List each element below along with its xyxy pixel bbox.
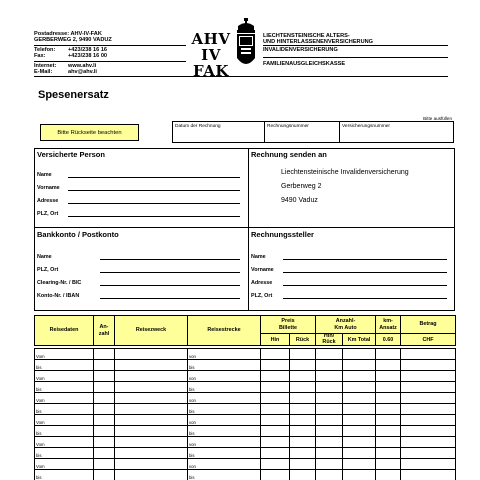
- table-row: [35, 393, 456, 404]
- table-cell[interactable]: [401, 448, 456, 459]
- table-cell[interactable]: [343, 404, 376, 415]
- table-cell[interactable]: [376, 437, 401, 448]
- issuer-name-input[interactable]: [283, 259, 447, 260]
- bank-city-label: PLZ, Ort: [37, 267, 59, 273]
- insured-name-label: Name: [37, 172, 52, 178]
- table-cell[interactable]: [290, 349, 316, 360]
- issuer-city-input[interactable]: [283, 298, 447, 299]
- date-cell[interactable]: bis: [35, 360, 94, 371]
- table-cell[interactable]: [261, 426, 290, 437]
- route-cell[interactable]: von: [188, 437, 261, 448]
- header-divider: [34, 61, 186, 62]
- issuer-firstname-label: Vorname: [251, 267, 274, 273]
- table-cell[interactable]: [115, 360, 188, 371]
- table-cell[interactable]: [94, 360, 115, 371]
- table-cell[interactable]: [290, 382, 316, 393]
- org-name-1a: LIECHTENSTEINISCHE ALTERS-: [263, 33, 350, 39]
- org-name-1b: UND HINTERLASSENENVERSICHERUNG: [263, 39, 374, 46]
- table-cell[interactable]: [316, 349, 343, 360]
- table-cell[interactable]: [261, 437, 290, 448]
- table-cell[interactable]: [261, 393, 290, 404]
- table-cell[interactable]: [115, 404, 188, 415]
- km-rate: 0.60: [376, 334, 401, 346]
- table-cell[interactable]: [115, 349, 188, 360]
- table-cell[interactable]: [401, 470, 456, 480]
- table-row: [35, 470, 456, 480]
- table-cell[interactable]: [401, 393, 456, 404]
- table-cell[interactable]: [290, 448, 316, 459]
- col-km-auto-text: Anzahl- Km Auto: [334, 318, 357, 331]
- table-cell[interactable]: [376, 349, 401, 360]
- table-cell[interactable]: [316, 393, 343, 404]
- invoice-date-field[interactable]: [172, 121, 265, 143]
- table-cell[interactable]: [343, 415, 376, 426]
- table-row: [35, 437, 456, 448]
- table-cell[interactable]: [261, 448, 290, 459]
- header-contacts: [34, 47, 194, 60]
- table-cell[interactable]: [343, 470, 376, 480]
- table-cell[interactable]: [316, 404, 343, 415]
- table-cell[interactable]: [115, 382, 188, 393]
- issuer-name-label: Name: [251, 254, 266, 260]
- table-cell[interactable]: [343, 349, 376, 360]
- table-cell[interactable]: [401, 371, 456, 382]
- route-cell[interactable]: bis: [188, 382, 261, 393]
- table-cell[interactable]: [401, 437, 456, 448]
- insured-firstname-input[interactable]: [68, 190, 240, 191]
- invoice-date-label: Datum der Rechnung: [175, 124, 221, 129]
- bank-city-input[interactable]: [100, 272, 240, 273]
- table-cell[interactable]: [343, 371, 376, 382]
- sub-rueck: Rück: [290, 334, 316, 346]
- table-row: [35, 360, 456, 371]
- route-cell[interactable]: bis: [188, 404, 261, 415]
- col-km-auto: [316, 316, 376, 334]
- insured-firstname-label: Vorname: [37, 185, 60, 191]
- table-cell[interactable]: [94, 349, 115, 360]
- table-cell[interactable]: [316, 371, 343, 382]
- table-cell[interactable]: [261, 349, 290, 360]
- header-address: [34, 31, 194, 44]
- col-preis-billette: [261, 316, 316, 334]
- table-cell[interactable]: [261, 382, 290, 393]
- panel-divider: [248, 148, 249, 228]
- table-cell[interactable]: [343, 437, 376, 448]
- bank-iban-label: Konto-Nr. / IBAN: [37, 293, 80, 299]
- invoice-number-field[interactable]: [265, 121, 340, 143]
- bank-name-input[interactable]: [100, 259, 240, 260]
- sub-hinrueck: [316, 334, 343, 346]
- send-to-line-2: Gerberweg 2: [281, 183, 322, 190]
- coat-of-arms-icon: [234, 18, 258, 78]
- col-anzahl-text: An- zahl: [98, 324, 110, 337]
- table-row: [35, 459, 456, 470]
- internet-value: www.ahv.li: [68, 63, 97, 69]
- col-km-ansatz: [376, 316, 401, 334]
- header-divider: [263, 45, 448, 46]
- table-cell[interactable]: [376, 459, 401, 470]
- insured-address-input[interactable]: [68, 203, 240, 204]
- expense-table: [34, 315, 456, 480]
- sub-hin: Hin: [261, 334, 290, 346]
- table-cell[interactable]: [316, 382, 343, 393]
- header-divider: [263, 57, 448, 58]
- table-cell[interactable]: [401, 415, 456, 426]
- insured-address-label: Adresse: [37, 198, 59, 204]
- table-cell[interactable]: [376, 393, 401, 404]
- table-row: [35, 426, 456, 437]
- table-cell[interactable]: [376, 448, 401, 459]
- route-cell[interactable]: bis: [188, 360, 261, 371]
- table-cell[interactable]: [316, 426, 343, 437]
- table-cell[interactable]: [343, 393, 376, 404]
- table-cell[interactable]: [290, 470, 316, 480]
- fax-label: Fax:: [34, 53, 46, 60]
- table-cell[interactable]: [290, 371, 316, 382]
- table-cell[interactable]: [115, 415, 188, 426]
- table-row: [35, 349, 456, 360]
- header-divider: [34, 45, 186, 46]
- table-cell[interactable]: [94, 393, 115, 404]
- postal-street: GERBERWEG 2, 9490 VADUZ: [34, 37, 112, 44]
- col-reisezweck: Reisezweck: [115, 316, 188, 346]
- page-title: Spesenersatz: [38, 89, 109, 101]
- table-cell[interactable]: [261, 459, 290, 470]
- insured-name-input[interactable]: [68, 177, 240, 178]
- table-cell[interactable]: [343, 360, 376, 371]
- table-row: [35, 448, 456, 459]
- table-cell[interactable]: [115, 437, 188, 448]
- table-cell[interactable]: [343, 459, 376, 470]
- table-cell[interactable]: [94, 448, 115, 459]
- insured-city-input[interactable]: [68, 216, 240, 217]
- route-cell[interactable]: von: [188, 459, 261, 470]
- table-cell[interactable]: [290, 393, 316, 404]
- logo-iv: IV: [201, 46, 221, 64]
- currency: CHF: [401, 334, 456, 346]
- table-cell[interactable]: [376, 470, 401, 480]
- table-cell[interactable]: [376, 415, 401, 426]
- table-cell[interactable]: [261, 415, 290, 426]
- table-cell[interactable]: [316, 415, 343, 426]
- table-cell[interactable]: [261, 404, 290, 415]
- notice-box: Bitte Rückseite beachten: [40, 124, 139, 141]
- insured-city-label: PLZ, Ort: [37, 211, 59, 217]
- header-web: [34, 63, 194, 76]
- table-cell[interactable]: [401, 459, 456, 470]
- col-km-ansatz-text: km- Ansatz: [379, 318, 397, 331]
- table-cell[interactable]: [343, 382, 376, 393]
- table-cell[interactable]: [94, 415, 115, 426]
- table-cell[interactable]: [316, 437, 343, 448]
- col-reisedaten: Reisedaten: [35, 316, 94, 346]
- date-cell[interactable]: bis: [35, 382, 94, 393]
- org-name-3: FAMILIENAUSGLEICHSKASSE: [263, 61, 346, 67]
- fax-value: +423/238 16 00: [68, 53, 108, 60]
- table-cell[interactable]: [94, 437, 115, 448]
- table-cell[interactable]: [115, 426, 188, 437]
- table-cell[interactable]: [343, 426, 376, 437]
- email-label: E-Mail:: [34, 69, 53, 76]
- send-to-line-1: Liechtensteinische Invalidenversicherung: [281, 169, 409, 176]
- table-cell[interactable]: [376, 360, 401, 371]
- issuer-title: Rechnungssteller: [251, 230, 314, 239]
- date-cell[interactable]: Vom: [35, 393, 94, 404]
- issuer-firstname-input[interactable]: [283, 272, 447, 273]
- table-cell[interactable]: [94, 426, 115, 437]
- table-cell[interactable]: [376, 382, 401, 393]
- route-cell[interactable]: von: [188, 393, 261, 404]
- table-cell[interactable]: [115, 371, 188, 382]
- date-cell[interactable]: bis: [35, 426, 94, 437]
- table-row: [35, 415, 456, 426]
- phone-label: Telefon:: [34, 47, 56, 53]
- bank-title: Bankkonto / Postkonto: [37, 230, 119, 239]
- issuer-address-input[interactable]: [283, 285, 447, 286]
- date-cell[interactable]: bis: [35, 470, 94, 480]
- route-cell[interactable]: bis: [188, 470, 261, 480]
- col-anzahl: [94, 316, 115, 346]
- route-cell[interactable]: von: [188, 349, 261, 360]
- table-cell[interactable]: [401, 349, 456, 360]
- date-cell[interactable]: Vom: [35, 349, 94, 360]
- table-cell[interactable]: [290, 404, 316, 415]
- table-cell[interactable]: [401, 382, 456, 393]
- table-row: [35, 382, 456, 393]
- table-row: [35, 371, 456, 382]
- bank-clearing-label: Clearing-Nr. / BIC: [37, 280, 82, 286]
- issuer-city-label: PLZ, Ort: [251, 293, 273, 299]
- date-cell[interactable]: Vom: [35, 371, 94, 382]
- table-cell[interactable]: [94, 404, 115, 415]
- col-betrag: Betrag: [401, 316, 456, 334]
- table-row: [35, 404, 456, 415]
- send-to-title: Rechnung senden an: [251, 150, 327, 159]
- sub-hinrueck-text: Hin/ Rück: [322, 333, 336, 345]
- send-to-line-3: 9490 Vaduz: [281, 197, 318, 204]
- col-preis-text: Preis Billette: [279, 318, 297, 331]
- col-reisestrecke: Reisestrecke: [188, 316, 261, 346]
- table-cell[interactable]: [290, 360, 316, 371]
- table-cell[interactable]: [401, 426, 456, 437]
- table-cell[interactable]: [94, 459, 115, 470]
- date-cell[interactable]: bis: [35, 404, 94, 415]
- table-cell[interactable]: [376, 404, 401, 415]
- ahv-iv-fak-logo: [188, 18, 260, 80]
- org-name-2: INVALIDENVERSICHERUNG: [263, 47, 338, 53]
- issuer-address-label: Adresse: [251, 280, 273, 286]
- table-cell[interactable]: [290, 426, 316, 437]
- route-cell[interactable]: bis: [188, 426, 261, 437]
- table-cell[interactable]: [376, 426, 401, 437]
- sub-km-total: Km Total: [343, 334, 376, 346]
- route-cell[interactable]: bis: [188, 448, 261, 459]
- table-cell[interactable]: [115, 448, 188, 459]
- table-cell[interactable]: [343, 448, 376, 459]
- table-cell[interactable]: [401, 404, 456, 415]
- table-cell[interactable]: [316, 470, 343, 480]
- table-cell[interactable]: [115, 393, 188, 404]
- invoice-number-label: Rechnungsnummer: [267, 124, 309, 129]
- table-cell[interactable]: [115, 470, 188, 480]
- table-cell[interactable]: [290, 437, 316, 448]
- bank-name-label: Name: [37, 254, 52, 260]
- table-cell[interactable]: [290, 459, 316, 470]
- table-cell[interactable]: [376, 371, 401, 382]
- table-cell[interactable]: [261, 360, 290, 371]
- email-value: ahv@ahv.li: [68, 69, 97, 76]
- table-cell[interactable]: [94, 470, 115, 480]
- table-cell[interactable]: [316, 360, 343, 371]
- date-cell[interactable]: bis: [35, 448, 94, 459]
- table-cell[interactable]: [261, 371, 290, 382]
- internet-label: Internet:: [34, 63, 57, 69]
- org-name-1: [263, 33, 373, 46]
- panel-divider: [248, 228, 249, 311]
- logo-ahv: AHV: [191, 30, 231, 48]
- route-cell[interactable]: von: [188, 415, 261, 426]
- table-cell[interactable]: [290, 415, 316, 426]
- insurance-number-field[interactable]: [340, 121, 454, 143]
- route-cell[interactable]: von: [188, 371, 261, 382]
- phone-value: +423/238 16 16: [68, 47, 108, 53]
- bank-iban-input[interactable]: [100, 298, 240, 299]
- table-cell[interactable]: [115, 459, 188, 470]
- date-cell[interactable]: Vom: [35, 437, 94, 448]
- bank-clearing-input[interactable]: [100, 285, 240, 286]
- table-cell[interactable]: [261, 470, 290, 480]
- fill-note: Bitte ausfüllen: [423, 116, 452, 121]
- table-cell[interactable]: [94, 371, 115, 382]
- postal-label: Postadresse: AHV-IV-FAK: [34, 31, 102, 37]
- insurance-number-label: Versicherungsnummer: [342, 124, 390, 129]
- date-cell[interactable]: Vom: [35, 415, 94, 426]
- table-cell[interactable]: [94, 382, 115, 393]
- table-cell[interactable]: [401, 360, 456, 371]
- logo-fak: FAK: [193, 62, 229, 80]
- insured-title: Versicherte Person: [37, 150, 105, 159]
- date-cell[interactable]: Vom: [35, 459, 94, 470]
- table-cell[interactable]: [316, 459, 343, 470]
- table-cell[interactable]: [316, 448, 343, 459]
